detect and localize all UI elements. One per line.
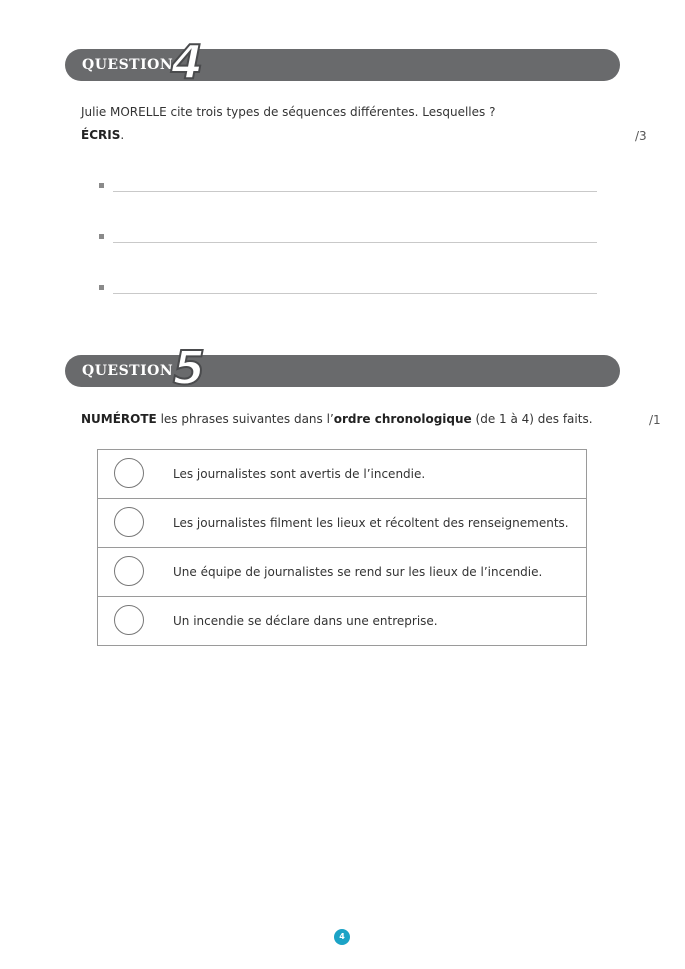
- question-5-score: /1: [649, 413, 661, 427]
- bullet-3: [99, 285, 104, 290]
- number-circle-1[interactable]: [114, 458, 144, 488]
- table-row: [98, 597, 586, 645]
- row-text-2: Les journalistes filment les lieux et récoltent des renseignements.: [173, 516, 569, 530]
- table-row: [98, 450, 586, 499]
- chronology-table: [97, 449, 587, 646]
- answer-line-2[interactable]: [113, 242, 597, 243]
- question-4-header: [65, 35, 620, 89]
- instruction-number: NUMÉROTE: [81, 412, 157, 426]
- question-5-number: 5: [173, 341, 206, 395]
- question-5-instruction: [81, 411, 593, 427]
- question-5-label: QUESTION: [82, 363, 174, 379]
- question-4-instruction: [81, 127, 124, 143]
- row-text-4: Un incendie se déclare dans une entreprise.: [173, 614, 438, 628]
- table-row: [98, 548, 586, 597]
- bullet-2: [99, 234, 104, 239]
- instruction-text-b: (de 1 à 4) des faits.: [471, 412, 593, 426]
- question-4-score: /3: [635, 129, 647, 143]
- instruction-period: .: [120, 128, 125, 142]
- row-text-1: Les journalistes sont avertis de l’incendie.: [173, 467, 426, 481]
- instruction-text-a: les phrases suivantes dans l’: [156, 412, 334, 426]
- number-circle-4[interactable]: [114, 605, 144, 635]
- number-circle-2[interactable]: [114, 507, 144, 537]
- table-row: [98, 499, 586, 548]
- instruction-chronological: ordre chronologique: [333, 412, 472, 426]
- number-circle-3[interactable]: [114, 556, 144, 586]
- row-text-3: Une équipe de journalistes se rend sur les lieux de l’incendie.: [173, 565, 543, 579]
- answer-line-1[interactable]: [113, 191, 597, 192]
- page-number-badge: 4: [334, 929, 350, 945]
- bullet-1: [99, 183, 104, 188]
- question-4-label: QUESTION: [82, 57, 174, 73]
- question-5-header: [65, 341, 620, 395]
- answer-line-3[interactable]: [113, 293, 597, 294]
- question-4-prompt: Julie MORELLE cite trois types de séquences différentes. Lesquelles ?: [81, 105, 496, 119]
- question-4-number: 4: [171, 35, 204, 89]
- instruction-write: ÉCRIS: [81, 128, 121, 142]
